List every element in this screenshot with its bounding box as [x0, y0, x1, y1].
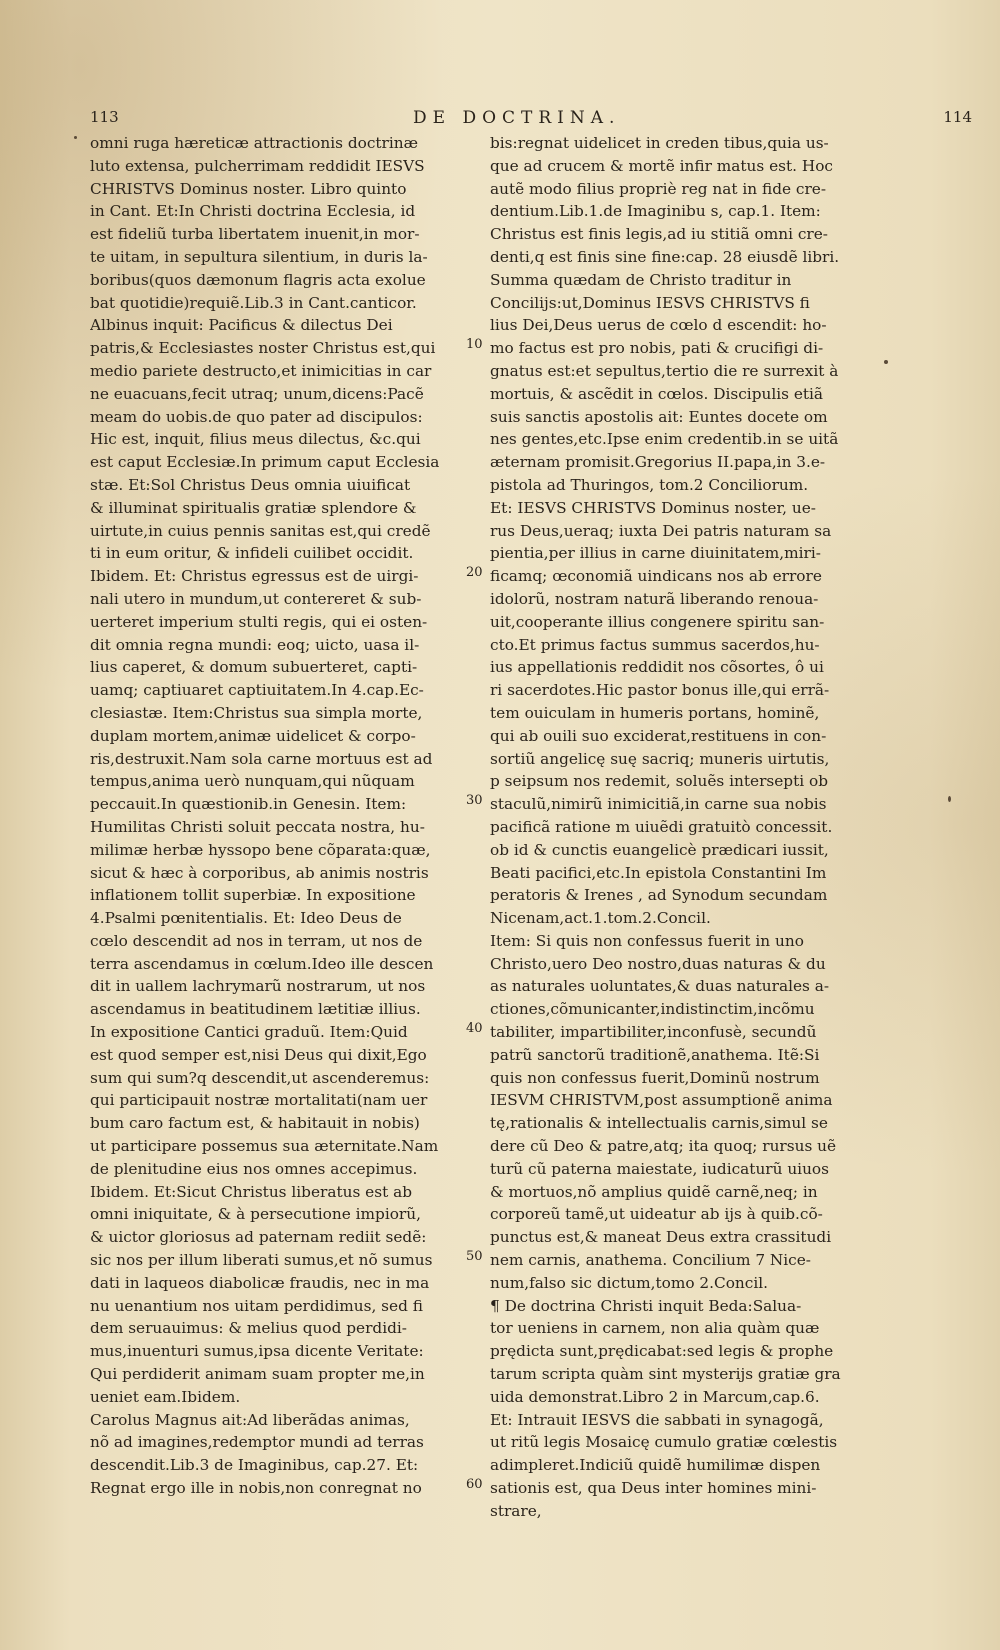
left-column-line: lius caperet, & domum subuerteret, capti-: [90, 658, 418, 677]
ink-speck: [74, 136, 77, 139]
left-column-line: qui participauit nostræ mortalitati(nam uer: [90, 1091, 428, 1110]
right-column-line: æternam promisit.Gregorius II.papa,in 3.e-: [490, 453, 826, 472]
right-column-line: peratoris & Irenes , ad Synodum secundam: [490, 886, 828, 905]
left-column-line: bat quotidie)requiẽ.Lib.3 in Cant.canticor.: [90, 293, 417, 312]
left-column-line: In expositione Cantici graduũ. Item:Quid: [90, 1023, 408, 1042]
line-number: 10: [466, 337, 483, 353]
right-column-line: Christo,uero Deo nostro,duas naturas & du: [490, 954, 826, 973]
right-column-line: dere cũ Deo & patre,atq; ita quoq; rursus uẽ: [490, 1137, 837, 1156]
left-column-line: est quod semper est,nisi Deus qui dixit,Ego: [90, 1045, 427, 1064]
right-column-line: tę,rationalis & intellectualis carnis,simul se: [490, 1114, 828, 1133]
right-column-line: num,falso sic dictum,tomo 2.Concil.: [490, 1273, 768, 1292]
right-column-line: qui ab ouili suo exciderat,restituens in con-: [490, 726, 827, 745]
left-column-line: nõ ad imagines,redemptor mundi ad terras: [90, 1433, 424, 1452]
left-column-line: boribus(quos dæmonum flagris acta exolue: [90, 270, 426, 289]
right-column-line: uida demonstrat.Libro 2 in Marcum,cap.6.: [490, 1387, 820, 1406]
left-column-line: & illuminat spiritualis gratiæ splendore &: [90, 498, 417, 517]
left-column-line: Ibidem. Et:Sicut Christus liberatus est ab: [90, 1182, 412, 1201]
left-column-line: & uictor gloriosus ad paternam rediit sedẽ:: [90, 1228, 427, 1247]
right-page-number: 114: [943, 108, 972, 126]
right-column-line: denti,q est finis sine fine:cap. 28 eiusdẽ libri.: [490, 247, 840, 266]
left-column-line: Ibidem. Et: Christus egressus est de uirgi-: [90, 567, 419, 586]
left-column-line: est fideliũ turba libertatem inuenit,in mor-: [90, 225, 420, 244]
left-column-line: luto extensa, pulcherrimam reddidit IESVS: [90, 156, 425, 175]
left-column-line: in Cant. Et:In Christi doctrina Ecclesia, id: [90, 202, 416, 221]
right-column-line: mortuis, & ascẽdit in cœlos. Discipulis etiã: [490, 384, 824, 403]
right-column-line: ctiones,cõmunicanter,indistinctim,incõmu: [490, 1000, 815, 1019]
right-column-line: pistola ad Thuringos, tom.2 Conciliorum.: [490, 475, 809, 494]
right-column-line: turũ cũ paterna maiestate, iudicaturũ uiuos: [490, 1159, 829, 1178]
left-column-line: Hic est, inquit, filius meus dilectus, &c.qui: [90, 430, 421, 449]
left-text-column: [90, 132, 500, 1500]
right-column-line: staculũ,nimirũ inimicitiã,in carne sua nobis: [490, 795, 827, 814]
left-column-line: mus,inuenturi sumus,ipsa dicente Veritate:: [90, 1342, 424, 1361]
right-column-line: Summa quædam de Christo traditur in: [490, 270, 792, 289]
left-column-line: duplam mortem,animæ uidelicet & corpo-: [90, 726, 416, 745]
line-number: 60: [466, 1477, 483, 1493]
ink-speck: [884, 360, 888, 364]
right-column-line: Et: Intrauit IESVS die sabbati in synagogã,: [490, 1410, 824, 1429]
right-column-line: quis non confessus fuerit,Dominũ nostrum: [490, 1068, 820, 1087]
right-column-line: patrũ sanctorũ traditionẽ,anathema. Itẽ:Si: [490, 1045, 820, 1064]
right-column-line: ut ritũ legis Mosaicę cumulo gratiæ cœlestis: [490, 1433, 838, 1452]
left-column-line: dati in laqueos diabolicæ fraudis, nec in ma: [90, 1273, 430, 1292]
right-column-line: cto.Et primus factus summus sacerdos,hu-: [490, 635, 820, 654]
right-column-line: punctus est,& maneat Deus extra crassitudi: [490, 1228, 832, 1247]
left-column-line: inflationem tollit superbiæ. In expositione: [90, 886, 416, 905]
right-column-line: as naturales uoluntates,& duas naturales a-: [490, 977, 830, 996]
left-column-line: Regnat ergo ille in nobis,non conregnat no: [90, 1479, 422, 1498]
right-column-line: idolorũ, nostram naturã liberando renoua-: [490, 589, 819, 608]
right-column-line: sationis est, qua Deus inter homines mini-: [490, 1479, 817, 1498]
left-column-line: clesiastæ. Item:Christus sua simpla morte,: [90, 703, 423, 722]
right-column-line: autẽ modo filius propriè reg nat in fide cre-: [490, 179, 827, 198]
right-column-line: tabiliter, impartibiliter,inconfusè, secundũ: [490, 1023, 817, 1042]
right-column-line: uit,cooperante illius congenere spiritu san-: [490, 612, 825, 631]
left-column-line: ti in eum oritur, & infideli cuilibet occidit.: [90, 544, 414, 563]
right-column-line: IESVM CHRISTVM,post assumptionẽ anima: [490, 1091, 833, 1110]
right-column-line: gnatus est:et sepultus,tertio die re surrexit à: [490, 361, 839, 380]
right-column-line: dentium.Lib.1.de Imaginibu s, cap.1. Item:: [490, 202, 821, 221]
left-column-line: ut participare possemus sua æternitate.Nam: [90, 1137, 439, 1156]
left-column-line: Humilitas Christi soluit peccata nostra, hu-: [90, 817, 425, 836]
right-column-line: pientia,per illius in carne diuinitatem,miri-: [490, 544, 821, 563]
left-column-line: 4.Psalmi pœnitentialis. Et: Ideo Deus de: [90, 909, 402, 928]
left-column-line: meam do uobis.de quo pater ad discipulos:: [90, 407, 423, 426]
left-column-line: peccauit.In quæstionib.in Genesin. Item:: [90, 795, 407, 814]
right-column-line: ob id & cunctis euangelicè prædicari iussit,: [490, 840, 829, 859]
right-column-line: suis sanctis apostolis ait: Euntes docete om: [490, 407, 828, 426]
left-column-line: patris,& Ecclesiastes noster Christus est,qui: [90, 339, 436, 358]
right-column-line: nes gentes,etc.Ipse enim credentib.in se uitã: [490, 430, 839, 449]
right-column-line: ficamq; œconomiã uindicans nos ab errore: [490, 567, 822, 586]
left-column-line: omni ruga hæreticæ attractionis doctrinæ: [90, 134, 418, 152]
right-column-line: pacificã ratione m uiuẽdi gratuitò concessit.: [490, 817, 833, 836]
left-column-line: milimæ herbæ hyssopo bene cõparata:quæ,: [90, 840, 431, 859]
right-column-line: Item: Si quis non confessus fuerit in uno: [490, 931, 804, 950]
left-column-line: CHRISTVS Dominus noster. Libro quinto: [90, 179, 407, 198]
line-number: 50: [466, 1249, 483, 1265]
left-column-line: terra ascendamus in cœlum.Ideo ille descen: [90, 954, 434, 973]
left-column-line: sum qui sum?q descendit,ut ascenderemus:: [90, 1068, 430, 1087]
right-text-column: [490, 132, 910, 1523]
left-column-line: ascendamus in beatitudinem lætitiæ illius.: [90, 1000, 421, 1019]
line-number: 40: [466, 1021, 483, 1037]
right-column-line: Et: IESVS CHRISTVS Dominus noster, ue-: [490, 498, 816, 517]
running-header: [90, 108, 980, 130]
right-column-line: mo factus est pro nobis, pati & crucifigi di-: [490, 339, 824, 358]
right-column-line: ¶ De doctrina Christi inquit Beda:Salua-: [490, 1296, 802, 1315]
left-column-line: Qui perdiderit animam suam propter me,in: [90, 1365, 425, 1384]
left-column-line: ueniet eam.Ibidem.: [90, 1387, 241, 1406]
left-column-line: descendit.Lib.3 de Imaginibus, cap.27. Et:: [90, 1456, 419, 1475]
left-column-line: te uitam, in sepultura silentium, in duris la-: [90, 247, 428, 266]
left-column-line: ris,destruxit.Nam sola carne mortuus est ad: [90, 749, 433, 768]
right-column-line: strare,: [490, 1501, 542, 1520]
right-column-line: que ad crucem & mortẽ infir matus est. Hoc: [490, 156, 833, 175]
right-column-line: nem carnis, anathema. Concilium 7 Nice-: [490, 1251, 811, 1270]
left-column-line: omni iniquitate, & à persecutione impiorũ,: [90, 1205, 421, 1224]
left-column-line: uamq; captiuaret captiuitatem.In 4.cap.Ec-: [90, 681, 424, 700]
right-column-line: Christus est finis legis,ad iu stitiã omni cre-: [490, 225, 828, 244]
left-column-line: Carolus Magnus ait:Ad liberãdas animas,: [90, 1410, 410, 1429]
left-column-line: ne euacuans,fecit utraq; unum,dicens:Pacẽ: [90, 384, 424, 403]
right-column-line: Beati pacifici,etc.In epistola Constantini Im: [490, 863, 827, 882]
left-column-line: stæ. Et:Sol Christus Deus omnia uiuificat: [90, 475, 411, 494]
left-column-line: dit in uallem lachrymarũ nostrarum, ut nos: [90, 977, 426, 996]
left-column-line: dit omnia regna mundi: eoq; uicto, uasa il-: [90, 635, 420, 654]
left-column-line: de plenitudine eius nos omnes accepimus.: [90, 1159, 418, 1178]
left-column-line: medio pariete destructo,et inimicitias in car: [90, 361, 432, 380]
line-number: 30: [466, 793, 483, 809]
left-column-line: nu uenantium nos uitam perdidimus, sed fi: [90, 1296, 423, 1315]
line-number: 20: [466, 565, 483, 581]
left-column-line: uerteret imperium stulti regis, qui ei osten-: [90, 612, 428, 631]
right-column-line: Nicenam,act.1.tom.2.Concil.: [490, 909, 711, 928]
right-column-line: rus Deus,ueraq; iuxta Dei patris naturam sa: [490, 521, 832, 540]
left-column-line: sicut & hæc à corporibus, ab animis nostris: [90, 863, 429, 882]
left-column-line: est caput Ecclesiæ.In primum caput Ecclesia: [90, 453, 440, 472]
left-page-number: 113: [90, 108, 119, 126]
right-column-line: tem ouiculam in humeris portans, hominẽ,: [490, 703, 820, 722]
right-column-line: bis:regnat uidelicet in creden tibus,quia us-: [490, 134, 829, 152]
right-column-line: ri sacerdotes.Hic pastor bonus ille,qui errã-: [490, 681, 830, 700]
running-title: DE DOCTRINA.: [413, 108, 621, 128]
right-column-line: adimpleret.Indiciũ quidẽ humilimæ dispen: [490, 1456, 821, 1475]
left-column-line: nali utero in mundum,ut contereret & sub-: [90, 589, 422, 608]
left-column-line: sic nos per illum liberati sumus,et nõ sumus: [90, 1251, 433, 1270]
right-column-line: & mortuos,nõ amplius quidẽ carnẽ,neq; in: [490, 1182, 818, 1201]
right-column-line: Concilijs:ut,Dominus IESVS CHRISTVS fi: [490, 293, 810, 312]
right-column-line: tarum scripta quàm sint mysterijs gratiæ gra: [490, 1365, 841, 1384]
right-column-line: tor ueniens in carnem, non alia quàm quæ: [490, 1319, 820, 1338]
left-column-line: tempus,anima uerò nunquam,qui nũquam: [90, 772, 415, 791]
right-column-line: corporeũ tamẽ,ut uideatur ab ijs à quib.cõ-: [490, 1205, 823, 1224]
left-column-line: cœlo descendit ad nos in terram, ut nos de: [90, 931, 423, 950]
ink-speck: [948, 796, 951, 802]
left-column-line: dem seruauimus: & melius quod perdidi-: [90, 1319, 407, 1338]
right-column-line: prędicta sunt,prędicabat:sed legis & prophe: [490, 1342, 834, 1361]
left-column-line: bum caro factum est, & habitauit in nobis): [90, 1114, 420, 1133]
right-column-line: p seipsum nos redemit, soluẽs intersepti ob: [490, 772, 828, 791]
right-column-line: ius appellationis reddidit nos cõsortes, ô ui: [490, 658, 824, 677]
right-column-line: sortiũ angelicę suę sacriq; muneris uirtutis,: [490, 749, 830, 768]
left-column-line: Albinus inquit: Pacificus & dilectus Dei: [90, 316, 393, 335]
right-column-line: lius Dei,Deus uerus de cœlo d escendit: ho-: [490, 316, 827, 335]
left-column-line: uirtute,in cuius pennis sanitas est,qui credẽ: [90, 521, 431, 540]
